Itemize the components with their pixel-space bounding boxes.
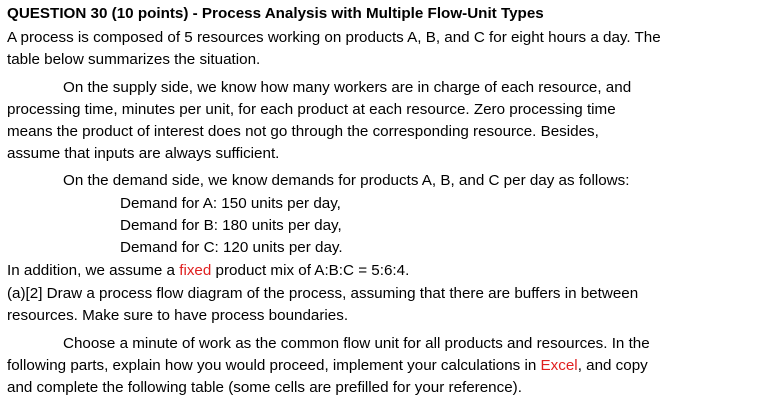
paragraph-supply-line-1: On the supply side, we know how many workers are in charge of each resource, and [63,79,632,96]
demand-c-line: Demand for C: 120 units per day. [120,239,343,256]
part-a-line-1: (a)[2] Draw a process flow diagram of the process, assuming that there are buffers in between [7,285,639,302]
paragraph-supply-line-3: means the product of interest does not go through the corresponding resource. Besides, [7,123,599,140]
product-mix-line [7,260,409,282]
flow-unit-line-2-suffix: , and copy [577,357,648,374]
part-a-line-2: resources. Make sure to have process boundaries. [7,307,349,324]
paragraph-supply-line-2: processing time, minutes per unit, for each product at each resource. Zero processing time [7,101,616,118]
fixed-highlight: fixed [179,262,212,279]
product-mix-suffix: product mix of A:B:C = 5:6:4. [211,262,410,279]
paragraph-intro-line-1: A process is composed of 5 resources working on products A, B, and C for eight hours a day. The [7,29,661,46]
question-title: QUESTION 30 (10 points) - Process Analysis with Multiple Flow-Unit Types [7,5,544,22]
excel-highlight: Excel [540,357,578,374]
paragraph-flow-unit-line-2 [7,355,648,377]
paragraph-demand-line-1: On the demand side, we know demands for products A, B, and C per day as follows: [63,172,630,189]
flow-unit-line-2-prefix: following parts, explain how you would proceed, implement your calculations in [7,357,541,374]
paragraph-flow-unit-line-3: and complete the following table (some cells are prefilled for your reference). [7,379,522,396]
demand-b-line: Demand for B: 180 units per day, [120,217,342,234]
product-mix-prefix: In addition, we assume a [7,262,180,279]
demand-a-line: Demand for A: 150 units per day, [120,195,341,212]
paragraph-intro-line-2: table below summarizes the situation. [7,51,261,68]
paragraph-supply-line-4: assume that inputs are always sufficient. [7,145,280,162]
paragraph-flow-unit-line-1: Choose a minute of work as the common flow unit for all products and resources. In the [63,335,650,352]
